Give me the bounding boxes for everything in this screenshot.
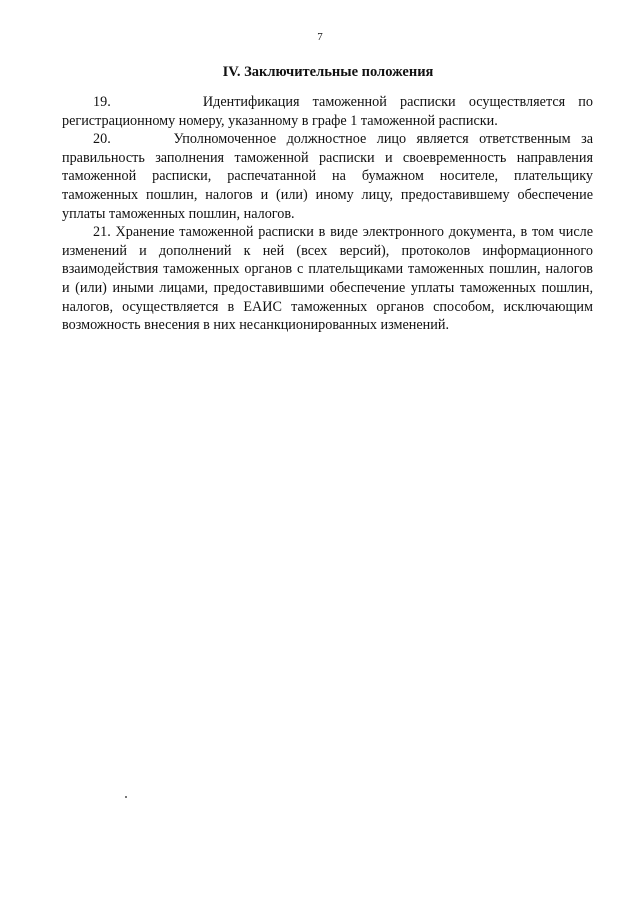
paragraph-19: 19. Идентификация таможенной расписки осуществляется по регистрационному номеру, указанному в графе 1 таможенной расписки.: [62, 94, 593, 129]
scan-speck: [125, 796, 127, 798]
page-number: 7: [317, 31, 323, 43]
paragraph-20: 20. Уполномоченное должностное лицо является ответственным за правильность заполнения таможенной расписки и своевременность направления таможенной расписки, распечатанной на бумажном носителе, плательщику таможенных пошлин, налогов и (или) иному лицу, предоставившему обеспечение уплаты таможенных пошлин, налогов.: [62, 131, 593, 222]
section-body: [62, 93, 593, 335]
section-heading: IV. Заключительные положения: [222, 64, 434, 80]
paragraph-21: 21. Хранение таможенной расписки в виде электронного документа, в том числе изменений и дополнений к ней (всех версий), протоколов информационного взаимодействия таможенных органов с плательщиками таможенных пошлин, налогов и (или) иными лицами, предоставившими обеспечение уплаты таможенных пошлин, налогов, осуществляется в ЕАИС таможенных органов способом, исключающим возможность внесения в них несанкционированных изменений.: [62, 224, 593, 334]
